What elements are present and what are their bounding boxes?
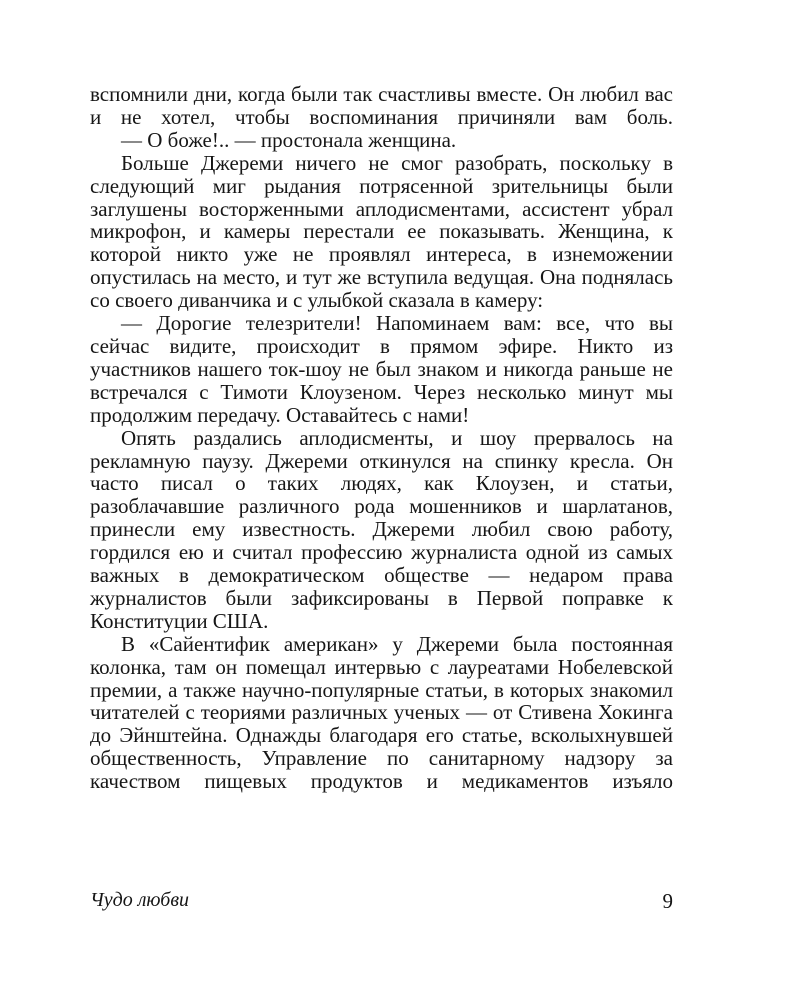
page-footer [90,889,673,919]
paragraph: вспомнили дни, когда были так счастливы вместе. Он любил вас и не хотел, чтобы воспоминания причиняли вам боль. [90,82,673,129]
running-title: Чудо любви [90,889,190,911]
page-number: 9 [662,889,673,913]
paragraph: — Дорогие телезрители! Напоминаем вам: все, что вы сейчас видите, происходит в прямом эфире. Никто из участников нашего ток-шоу не был знаком и никогда раньше не встречался с Тимоти Клоузеном. Через несколько минут мы продолжим передачу. Оставайтесь с нами! [90,311,673,427]
paragraph: Опять раздались аплодисменты, и шоу прервалось на рекламную паузу. Джереми откинулся на спинку кресла. Он часто писал о таких людях, как Клоузен, и статьи, разоблачавшие различного рода мошенников и шарлатанов, принесли ему известность. Джереми любил свою работу, гордился ею и считал профессию журналиста одной из самых важных в демократическом обществе — недаром права журналистов были зафиксированы в Первой поправке к Конституции США. [90,425,673,633]
paragraph: Больше Джереми ничего не смог разобрать, поскольку в следующий миг рыдания потрясенной зрительницы были заглушены восторженными аплодисментами, ассистент убрал микрофон, и камеры перестали ее показывать. Женщина, к которой никто уже не проявлял интереса, в изнеможении опустилась на место, и тут же вступила ведущая. Она поднялась со своего диванчика и с улыбкой сказала в камеру: [90,150,673,313]
paragraph: В «Сайентифик американ» у Джереми была постоянная колонка, там он помещал интервью с лауреатами Нобелевской премии, а также научно-популярные статьи, в которых знакомил читателей с теориями различных ученых — от Стивена Хокинга до Эйнштейна. Однажды благодаря его статье, всколыхнувшей общественность, Управление по санитарному надзору за качеством пищевых продуктов и медикаментов изъяло [90,631,673,794]
paragraph: — О боже!.. — простонала женщина. [121,127,457,152]
body-text [90,83,673,793]
